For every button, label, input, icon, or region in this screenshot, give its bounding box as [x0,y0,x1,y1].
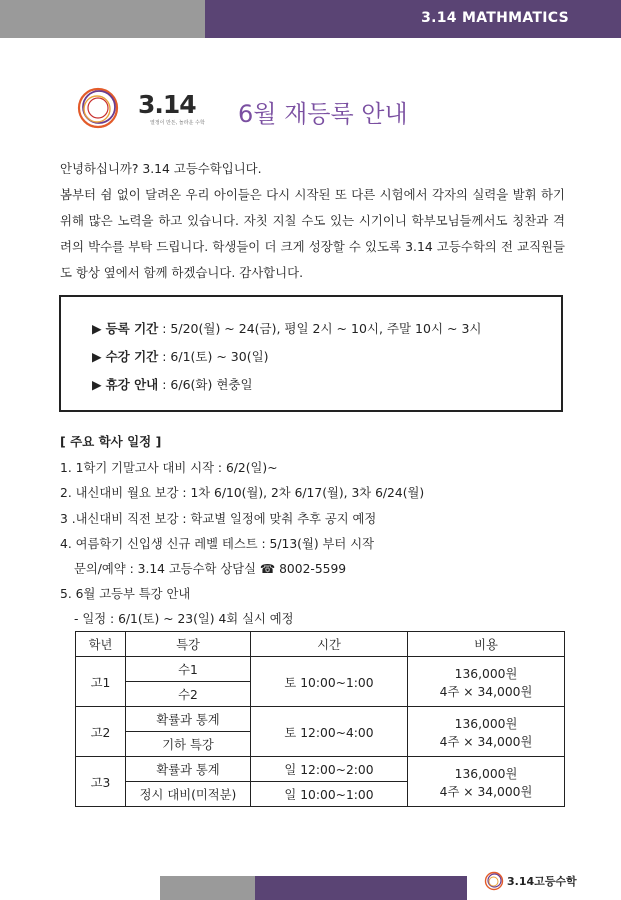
footer-number: 3.14 [507,875,535,888]
info-value: : 6/6(화) 현충일 [158,377,253,392]
footer-name: 고등수학 [534,875,577,888]
schedule-heading: [ 주요 학사 일정 ] [60,434,162,449]
info-label: 등록 기간 [105,321,159,336]
price-cell [408,657,565,707]
schedule-item: 2. 내신대비 월요 보강 : 1차 6/10(월), 2차 6/17(월), 3차 6/24(월) [60,486,425,500]
price-total: 136,000원 [454,716,518,731]
intro-text [60,156,565,286]
info-label: 수강 기간 [105,349,159,364]
time-cell: 일 12:00~2:00 [251,757,408,782]
price-detail: 4주 × 34,000원 [439,684,533,699]
logo-circle-icon [76,86,120,130]
info-row-holiday [92,375,253,393]
info-row-course-period [92,347,269,365]
table-row [76,657,565,682]
schedule-item: 5. 6월 고등부 특강 안내 [60,587,191,601]
course-cell: 정시 대비(미적분) [126,782,251,807]
bullet-icon: ▶ [92,377,102,392]
table-header-cell: 비용 [408,632,565,657]
course-cell: 기하 특강 [126,732,251,757]
header-gray-bar [0,0,205,38]
intro-body: 봄부터 쉼 없이 달려온 우리 아이들은 다시 시작된 또 다른 시험에서 각자의 실력을 발휘 하기 위해 많은 노력을 하고 있습니다. 자칫 지칠 수도 있는 시기이니 학부모님들께서도 칭찬과 격려의 박수를 부탁 드립니다. 학생들이 더 크게 성장할 수 있도록 3.14 고등수학의 전 교직원들도 항상 옆에서 함께 하겠습니다. 감사합니다. [60,187,565,280]
table-header-row [76,632,565,657]
grade-cell: 고1 [76,657,126,707]
logo-tagline: 열정이 만든, 놀라운 수학 [150,120,205,126]
table-row [76,757,565,782]
table-header-cell: 학년 [76,632,126,657]
table-row [76,707,565,732]
course-cell: 수2 [126,682,251,707]
schedule-item: 3 .내신대비 직전 보강 : 학교별 일정에 맞춰 추후 공지 예정 [60,512,377,526]
special-course-table [75,631,565,807]
footer-gray-bar [160,876,255,900]
info-box [59,295,563,412]
footer-logo-icon [484,871,504,891]
table-header-cell: 특강 [126,632,251,657]
schedule-subitem: - 일정 : 6/1(토) ~ 23(일) 4회 실시 예정 [74,612,294,626]
intro-greeting: 안녕하십니까? 3.14 고등수학입니다. [60,161,262,176]
footer-purple-bar [255,876,467,900]
bullet-icon: ▶ [92,349,102,364]
page-title: 6월 재등록 안내 [238,100,408,128]
header-brand: 3.14 MATHMATICS [421,10,569,26]
schedule-item: 4. 여름학기 신입생 신규 레벨 테스트 : 5/13(월) 부터 시작 [60,537,374,551]
course-cell: 수1 [126,657,251,682]
price-detail: 4주 × 34,000원 [439,784,533,799]
info-label: 휴강 안내 [105,377,159,392]
grade-cell: 고2 [76,707,126,757]
price-total: 136,000원 [454,766,518,781]
schedule-item: 1. 1학기 기말고사 대비 시작 : 6/2(일)~ [60,461,278,475]
schedule-contact: 문의/예약 : 3.14 고등수학 상담실 ☎ 8002-5599 [74,562,347,576]
price-cell [408,707,565,757]
footer-brand [507,873,577,889]
logo-number: 3.14 [138,90,196,119]
info-value: : 6/1(토) ~ 30(일) [158,349,269,364]
course-cell: 확률과 통계 [126,707,251,732]
course-cell: 확률과 통계 [126,757,251,782]
price-total: 136,000원 [454,666,518,681]
info-row-registration [92,319,481,337]
time-cell: 일 10:00~1:00 [251,782,408,807]
bullet-icon: ▶ [92,321,102,336]
price-cell [408,757,565,807]
grade-cell: 고3 [76,757,126,807]
table-header-cell: 시간 [251,632,408,657]
time-cell: 토 10:00~1:00 [251,657,408,707]
time-cell: 토 12:00~4:00 [251,707,408,757]
price-detail: 4주 × 34,000원 [439,734,533,749]
info-value: : 5/20(월) ~ 24(금), 평일 2시 ~ 10시, 주말 10시 ~ 3시 [158,321,482,336]
